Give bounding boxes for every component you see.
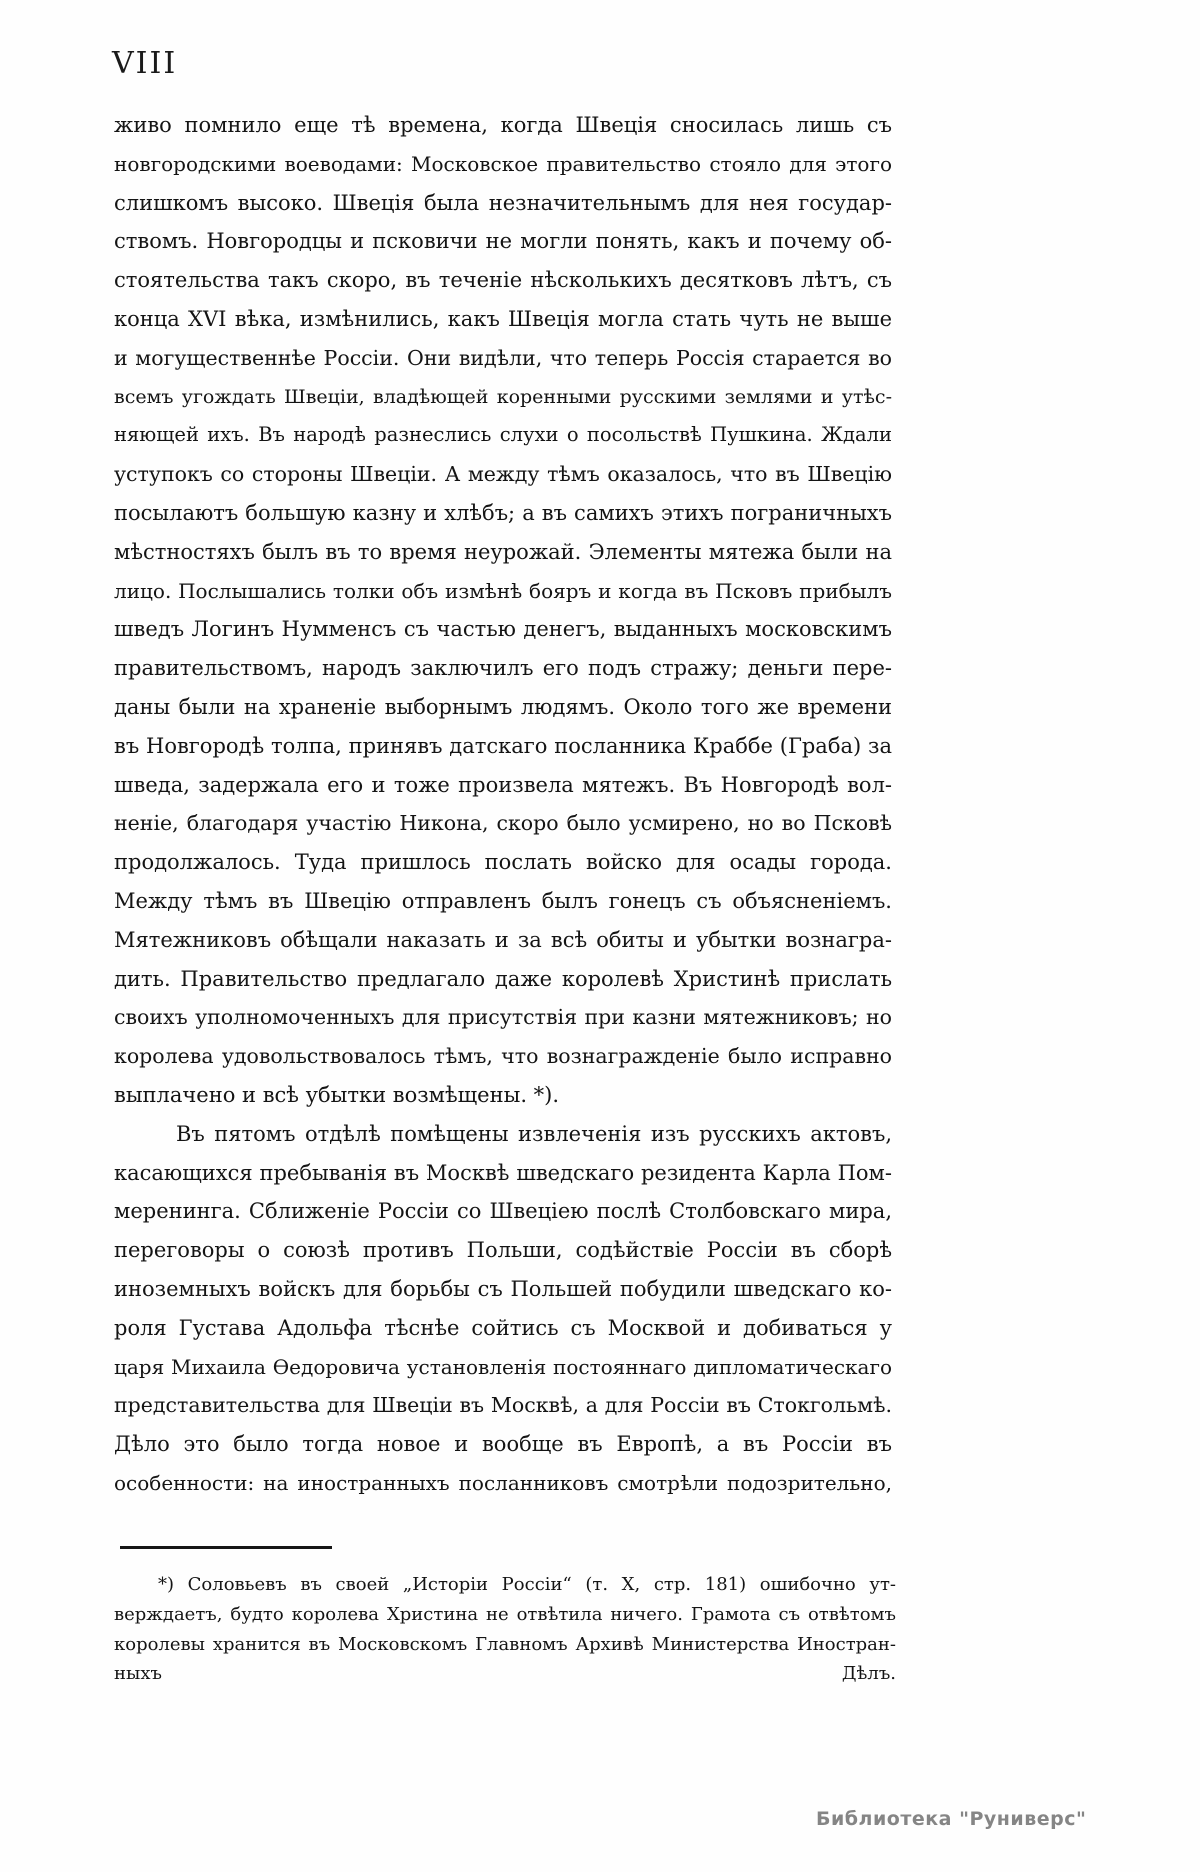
text-line: ствомъ. Новгородцы и псковичи не могли понять, какъ и почему об- (114, 229, 892, 254)
text-line: конца XVI вѣка, измѣнились, какъ Швеція могла стать чуть не выше (114, 306, 892, 331)
text-line: роля Густава Адольфа тѣснѣе сойтись съ Москвой и добиваться у (114, 1315, 892, 1340)
text-line: неніе, благодаря участію Никона, скоро было усмирено, но во Псковѣ (114, 811, 892, 836)
text-line: иноземныхъ войскъ для борьбы съ Польшей побудили шведскаго ко- (114, 1276, 892, 1301)
text-line: королева удовольствовалось тѣмъ, что вознагражденіе было исправно (114, 1044, 892, 1069)
footnote-block (114, 1570, 896, 1689)
text-line: новгородскими воеводами: Московское правительство стояло для этого (114, 151, 892, 176)
text-line: Въ пятомъ отдѣлѣ помѣщены извлеченія изъ русскихъ актовъ, (176, 1121, 892, 1146)
text-line: меренинга. Сближеніе Россіи со Швеціею послѣ Столбовскаго мира, (114, 1199, 892, 1224)
text-line: *) Соловьевъ въ своей „Исторіи Россіи“ (т. X, стр. 181) ошибочно ут- (158, 1574, 896, 1595)
text-line: лицо. Послышались толки объ измѣнѣ бояръ и когда въ Псковъ прибылъ (114, 578, 892, 603)
text-line: шведа, задержала его и тоже произвела мятежъ. Въ Новгородѣ вол- (114, 772, 892, 797)
library-watermark: Библиотека "Руниверс" (816, 1808, 1087, 1830)
text-line: выплачено и всѣ убытки возмѣщены. *). (114, 1082, 560, 1107)
text-line: слишкомъ высоко. Швеція была незначительнымъ для нея государ- (114, 190, 892, 215)
page-number: VIII (112, 46, 178, 81)
text-line: всемъ угождать Швеціи, владѣющей коренными русскими землями и утѣс- (114, 385, 892, 408)
footnote-separator-rule (120, 1546, 332, 1549)
main-text-block (114, 106, 892, 1503)
text-line: шведъ Логинъ Нумменсъ съ частью денегъ, выданныхъ московскимъ (114, 617, 892, 642)
text-line: представительства для Швеціи въ Москвѣ, а для Россіи въ Стокгольмѣ. (114, 1393, 892, 1418)
text-line: дить. Правительство предлагало даже королевѣ Христинѣ прислать (114, 966, 892, 991)
text-line: мѣстностяхъ былъ въ то время неурожай. Элементы мятежа были на (114, 539, 892, 564)
text-line: посылаютъ большую казну и хлѣбъ; а въ самихъ этихъ пограничныхъ (114, 500, 892, 525)
text-line: царя Михаила Ѳедоровича установленія постояннаго дипломатическаго (114, 1354, 892, 1379)
text-line: Между тѣмъ въ Швецію отправленъ былъ гонецъ съ объясненіемъ. (114, 888, 892, 913)
text-line: ныхъ Дѣлъ. (114, 1663, 896, 1685)
text-line: продолжалось. Туда пришлось послать войско для осады города. (114, 850, 892, 875)
text-line: касающихся пребыванія въ Москвѣ шведскаго резидента Карла Пом- (114, 1160, 892, 1185)
text-line: своихъ уполномоченныхъ для присутствія при казни мятежниковъ; но (114, 1005, 892, 1030)
text-line: и могущественнѣе Россіи. Они видѣли, что теперь Россія старается во (114, 345, 892, 370)
text-line: уступокъ со стороны Швеціи. А между тѣмъ оказалось, что въ Швецію (114, 462, 892, 487)
text-line: стоятельства такъ скоро, въ теченіе нѣсколькихъ десятковъ лѣтъ, съ (114, 268, 892, 293)
text-line: королевы хранится въ Московскомъ Главномъ Архивѣ Министерства Иностран- (114, 1633, 896, 1655)
text-line: правительствомъ, народъ заключилъ его подъ стражу; деньги пере- (114, 656, 892, 681)
text-line: верждаетъ, будто королева Христина не отвѣтила ничего. Грамота съ отвѣтомъ (114, 1603, 896, 1625)
text-line: няющей ихъ. Въ народѣ разнеслись слухи о посольствѣ Пушкина. Ждали (114, 423, 892, 447)
text-line: переговоры о союзѣ противъ Польши, содѣйствіе Россіи въ сборѣ (114, 1238, 892, 1263)
text-line: особенности: на иностранныхъ посланниковъ смотрѣли подозрительно, (114, 1470, 892, 1495)
text-line: Мятежниковъ обѣщали наказать и за всѣ обиты и убытки вознагра- (114, 927, 892, 952)
text-line: Дѣло это было тогда новое и вообще въ Европѣ, а въ Россіи въ (114, 1432, 892, 1457)
text-line: въ Новгородѣ толпа, принявъ датскаго посланника Краббе (Граба) за (114, 733, 892, 758)
text-line: даны были на храненіе выборнымъ людямъ. Около того же времени (114, 694, 892, 719)
text-line: живо помнило еще тѣ времена, когда Швеція сносилась лишь съ (114, 113, 892, 137)
